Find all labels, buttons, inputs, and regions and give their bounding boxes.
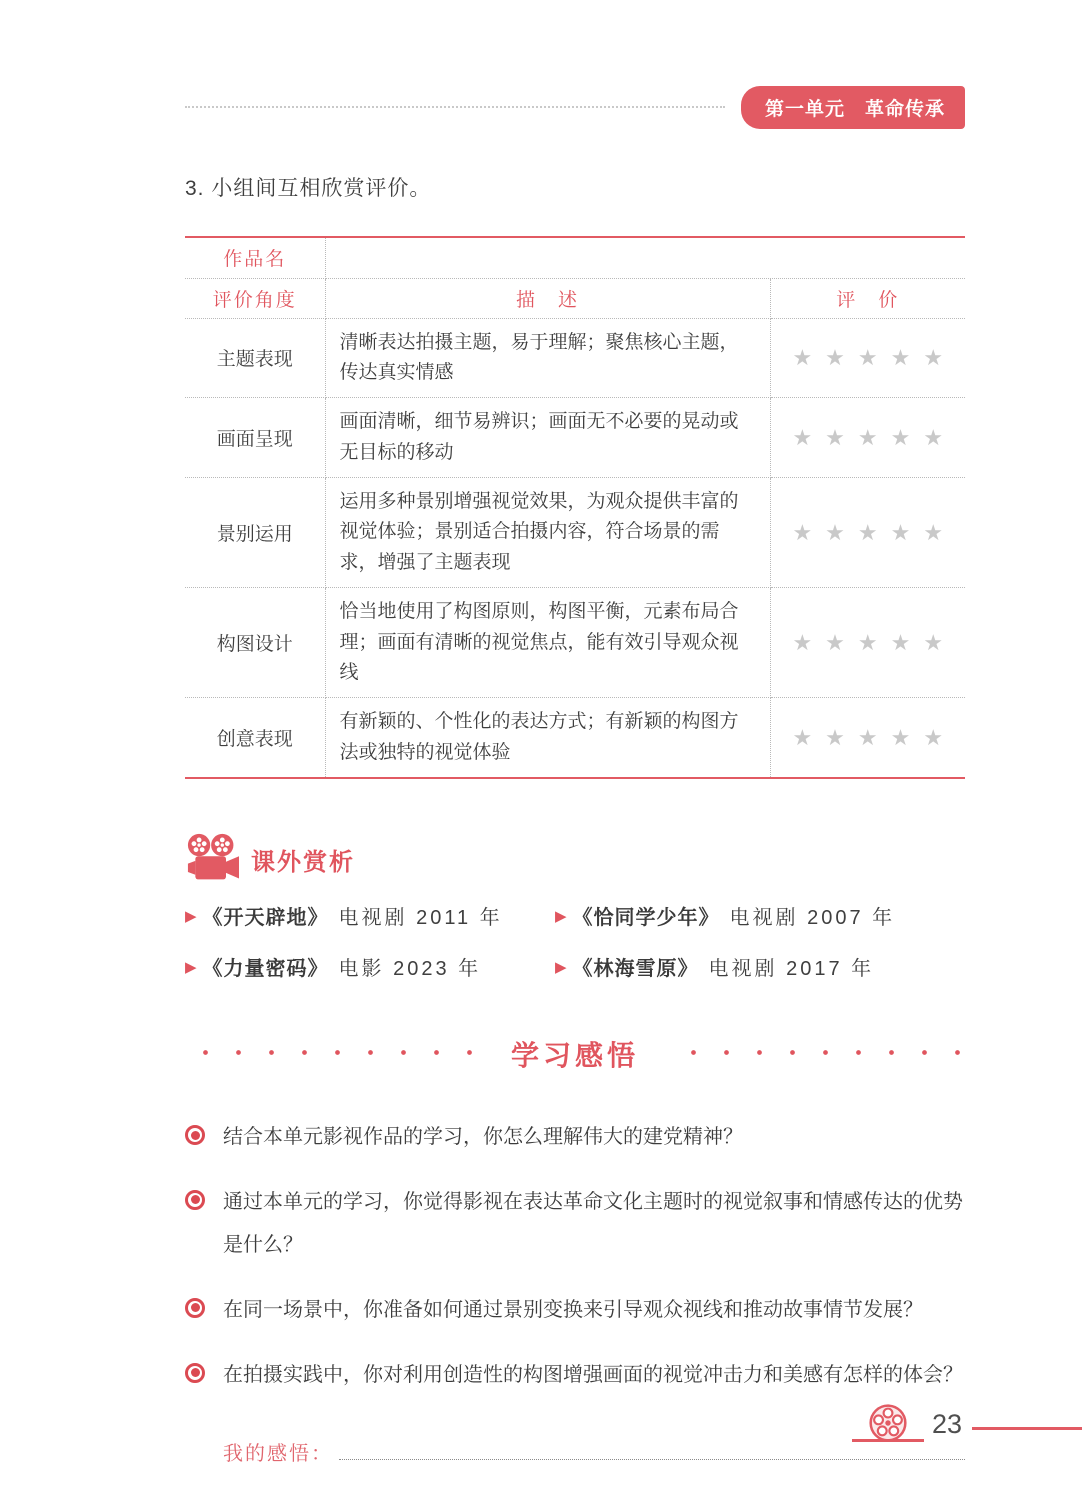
angle-cell: 创意表现 — [185, 698, 325, 778]
question-text: 在同一场景中，你准备如何通过景别变换来引导观众视线和推动故事情节发展？ — [223, 1296, 923, 1321]
list-item — [185, 952, 555, 981]
list-item — [555, 901, 965, 930]
triangle-bullet-icon: ▶ — [555, 958, 567, 976]
desc-cell: 清晰表达拍摄主题，易于理解；聚焦核心主题，传达真实情感 — [325, 318, 770, 398]
reflection-title: 学习感悟 — [511, 1040, 640, 1072]
target-bullet-icon — [185, 1363, 205, 1383]
desc-cell: 运用多种景别增强视觉效果，为观众提供丰富的视觉体验；景别适合拍摄内容，符合场景的需求，增强了主题表现 — [325, 478, 770, 588]
angle-cell: 画面呈现 — [185, 398, 325, 478]
desc-cell: 恰当地使用了构图原则，构图平衡，元素布局合理；画面有清晰的视觉焦点，能有效引导观众视线 — [325, 588, 770, 698]
star-rating-icons: ★★★★★ — [792, 519, 957, 545]
my-note-label: 我的感悟： — [223, 1441, 333, 1466]
rating-header: 评 价 — [770, 278, 965, 318]
film-meta: 电视剧 2011 年 — [338, 907, 503, 930]
page-footer — [852, 1402, 1082, 1442]
angle-header: 评价角度 — [185, 278, 325, 318]
question-text: 通过本单元的学习，你觉得影视在表达革命文化主题时的视觉叙事和情感传达的优势是什么？ — [223, 1188, 963, 1257]
work-name-blank-cell — [325, 237, 965, 278]
film-title: 《恰同学少年》 — [572, 907, 720, 930]
film-meta: 电影 2023 年 — [338, 958, 482, 981]
film-title: 《开天辟地》 — [202, 907, 329, 930]
section-heading: 3. 小组间互相欣赏评价。 — [185, 177, 432, 200]
my-note-row — [185, 1436, 965, 1466]
extracurricular-section-header — [185, 833, 965, 885]
dot-pattern-right — [673, 1034, 965, 1074]
evaluation-table — [185, 236, 965, 779]
question-text: 在拍摄实践中，你对利用创造性的构图增强画面的视觉冲击力和美感有怎样的体会？ — [223, 1361, 963, 1386]
target-bullet-icon — [185, 1298, 205, 1318]
star-rating-icons: ★★★★★ — [792, 424, 957, 450]
desc-header: 描 述 — [325, 278, 770, 318]
header-dotted-line — [185, 106, 725, 108]
desc-cell: 有新颖的、个性化的表达方式；有新颖的构图方法或独特的视觉体验 — [325, 698, 770, 778]
page-header — [185, 88, 965, 126]
reflection-questions — [185, 1115, 965, 1396]
star-rating-icons: ★★★★★ — [792, 724, 957, 750]
table-row — [185, 478, 965, 588]
table-row — [185, 588, 965, 698]
triangle-bullet-icon: ▶ — [555, 907, 567, 925]
desc-cell: 画面清晰，细节易辨识；画面无不必要的晃动或无目标的移动 — [325, 398, 770, 478]
dot-pattern-left — [185, 1034, 477, 1074]
list-item — [185, 901, 555, 930]
table-row — [185, 398, 965, 478]
film-title: 《力量密码》 — [202, 958, 329, 981]
star-rating-icons: ★★★★★ — [792, 344, 957, 370]
table-row — [185, 237, 965, 278]
footer-rule — [972, 1427, 1082, 1430]
target-bullet-icon — [185, 1125, 205, 1145]
film-reel-icon — [867, 1402, 909, 1444]
table-row — [185, 698, 965, 778]
triangle-bullet-icon: ▶ — [185, 907, 197, 925]
footer-underline — [852, 1439, 924, 1442]
film-list — [185, 901, 965, 981]
angle-cell: 景别运用 — [185, 478, 325, 588]
question-item — [185, 1115, 965, 1159]
angle-cell: 主题表现 — [185, 318, 325, 398]
extracurricular-title: 课外赏析 — [251, 848, 355, 876]
reflection-banner — [185, 1031, 965, 1077]
work-name-label: 作品名 — [185, 237, 325, 278]
star-rating-icons: ★★★★★ — [792, 629, 957, 655]
film-meta: 电视剧 2007 年 — [729, 907, 896, 930]
question-text: 结合本单元影视作品的学习，你怎么理解伟大的建党精神？ — [223, 1124, 743, 1149]
triangle-bullet-icon: ▶ — [185, 958, 197, 976]
question-item — [185, 1180, 965, 1267]
table-row — [185, 318, 965, 398]
question-item — [185, 1288, 965, 1332]
angle-cell: 构图设计 — [185, 588, 325, 698]
page-number: 23 — [931, 1409, 962, 1439]
target-bullet-icon — [185, 1190, 205, 1210]
question-item — [185, 1353, 965, 1397]
list-item — [555, 952, 965, 981]
unit-badge: 第一单元 革命传承 — [741, 86, 965, 129]
table-header-row — [185, 278, 965, 318]
film-title: 《林海雪原》 — [572, 958, 699, 981]
film-camera-icon — [185, 833, 241, 885]
film-meta: 电视剧 2017 年 — [708, 958, 875, 981]
